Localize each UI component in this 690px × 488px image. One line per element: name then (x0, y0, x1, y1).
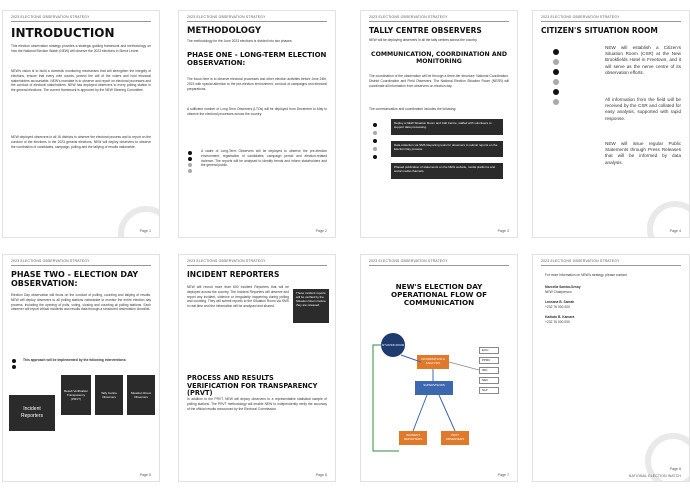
page-number: Page 6 (315, 473, 327, 477)
page-7 (360, 254, 518, 482)
paragraph: NEW's vision is to build a domestic monitoring mechanism that will strengthen the integrity of elections, ensure that every vote counts, protect the will of the voters and hold electoral stakeholders accountable. NEW's mandate is to observe and report on electoral processes and the conduct of electoral stakeholders. NEW has deployed observers to every polling station in the general elections. The current framework is approved by the NEW Steering Committee. (11, 69, 151, 93)
paragraph: This approach will be implemented by the following interventions: (23, 358, 127, 362)
page-number: Page 1 (139, 229, 151, 233)
page-6 (178, 254, 336, 482)
chevron-situation-room: Situation Room Observers (127, 375, 155, 415)
paragraph: NEW deployed observers in all 16 districts to observe the electoral process and to report on the conduct of the elections in the 2023 general elections, NEW will deploy observers to observe the nomination of candidates, campaign, polling and the tallying of results nationwide. (11, 135, 151, 149)
paragraph: All information from the field will be received by the CSR and collated for easy analysis, supported with rapid response. (605, 97, 681, 121)
callout-box: Deploy a NEW Situation Room and Call Centre, staffed with volunteers to support data processing. (391, 119, 503, 135)
aside-box: These incident reports will be verified by the Situation Room before they are released. (293, 289, 329, 323)
page-number: Page 4 (669, 229, 681, 233)
contact-intro: For more information on NEW's strategy, please contact: (545, 273, 628, 277)
callout-box: Data collection via SMS Reporting tools for observers to submit reports on the Election Day process. (391, 141, 503, 157)
chevron-incident-reporters: Incident Reporters (9, 395, 55, 431)
paragraph: The focus here is to observe electoral processes and other election activities before June 24th, 2023 with special attention to the pre-election environment, conduct of campaigns and electoral preparations. (187, 77, 327, 91)
page-1 (2, 10, 160, 238)
page-number: Page 8 (669, 467, 681, 471)
node-supervisors: SUPERVISORS (415, 381, 453, 395)
contact-name: Lansana B. Samah (545, 300, 575, 304)
footer-org-name: NATIONAL ELECTION WATCH (628, 474, 681, 478)
page-3 (360, 10, 518, 238)
page-title: CITIZEN'S SITUATION ROOM (541, 26, 658, 35)
decorative-ring (118, 206, 160, 238)
page-title: METHODOLOGY (187, 26, 261, 36)
page-title: INTRODUCTION (11, 26, 115, 40)
section-heading: COMMUNICATION, COORDINATION AND MONITORING (371, 51, 507, 66)
stakeholder-box: EOC (479, 347, 499, 354)
page-title: NEW'S ELECTION DAY OPERATIONAL FLOW OF COMMUNICATION (391, 282, 487, 307)
contact-role: NEW Chairperson (545, 290, 572, 294)
page-number: Page 3 (497, 229, 509, 233)
page-number: Page 7 (497, 473, 509, 477)
page-title: INCIDENT REPORTERS (187, 270, 280, 279)
paragraph: NEW will establish a Citizen's Situation Room (CSR) at the New Brookfields Hotel in Freetown, and it will serve as the nerve centre of its observation efforts. (605, 45, 681, 75)
paragraph: NEW will recruit more than 600 Incident Reporters that will be deployed across the country. The Incident Reporters will observe and report any incident, violence or irregularity happening during polling and counting. They will submit reports to the Situation Room via SMS in real time and the information will be analysed and shared. (187, 285, 289, 309)
running-header: 2023 ELECTIONS OBSERVATION STRATEGY (11, 15, 90, 19)
page-number: Page 2 (315, 229, 327, 233)
paragraph: The communication and coordination includes the following: (369, 107, 457, 111)
page-title: PHASE TWO - ELECTION DAY OBSERVATION: (11, 270, 139, 288)
decorative-dots (373, 123, 377, 159)
running-header: 2023 ELECTIONS OBSERVATION STRATEGY (187, 259, 266, 263)
page-title: TALLY CENTRE OBSERVERS (369, 26, 482, 35)
page-8 (532, 254, 690, 482)
paragraph: This election observation strategy provides a strategic guiding framework and methodology on how the National Election Watch (NEW) will observe the 2023 elections in Sierra Leone. (11, 44, 151, 53)
running-header: 2023 ELECTIONS OBSERVATION STRATEGY (541, 15, 620, 19)
paragraph: In addition to the PRVT, NEW will deploy observers to a representative statistical sample of polling stations. The PRVT methodology will enable NEW to independently verify the accuracy of the official results announced by the Electoral Commission. (187, 397, 327, 411)
chevron-tally-centre: Tally Centre Observers (95, 375, 123, 415)
node-analysis: INFORMATION & ANALYSIS (417, 355, 449, 369)
running-header: 2023 ELECTIONS OBSERVATION STRATEGY (11, 259, 90, 263)
callout-box: Phased publication of statements on the NEW website, media platforms and social media channels. (391, 163, 503, 179)
paragraph: The methodology for the June 2023 elections is divided into two phases: (187, 39, 293, 43)
running-header: 2023 ELECTIONS OBSERVATION STRATEGY (369, 15, 448, 19)
contact-name: Kadiatu B. Kamara (545, 315, 575, 319)
chevron-prvt: Result Verification Transparency (PRVT) (61, 375, 91, 415)
flow-arrows (361, 255, 518, 482)
decorative-dots (12, 359, 16, 369)
contact-phone: +232 76 000 000 (545, 305, 570, 309)
paragraph: A sufficient number of Long-Term Observers (LTOs) will be deployed from December to May to observe the electoral processes across the country. (187, 107, 327, 116)
stakeholder-box: SLP (479, 387, 499, 394)
contact-name: Marcella Samba-Sesay (545, 285, 581, 289)
page-2 (178, 10, 336, 238)
paragraph: The coordination of the observation will be through a three-tier structure: National Coordination, District Coordination and Field Observers. The National Election Situation Room (NESR) will coordinate all information from observers on election day. (369, 74, 509, 88)
running-header: 2023 ELECTIONS OBSERVATION STRATEGY (541, 259, 620, 263)
decorative-ring (647, 201, 690, 238)
running-header: 2023 ELECTIONS OBSERVATION STRATEGY (187, 15, 266, 19)
paragraph: NEW will issue regular Public Statements through Press Releases that will be informed by data analysis. (605, 141, 681, 165)
node-prvt: PRVT OBSERVERS (441, 431, 469, 445)
node-incident: INCIDENT REPORTERS (399, 431, 427, 445)
stakeholder-box: PPRC (479, 357, 499, 364)
decorative-dots (553, 49, 559, 105)
node-situation-room: SITUATION ROOM (381, 333, 405, 357)
page-number: Page 5 (139, 473, 151, 477)
paragraph: A cadre of Long-Term Observers will be deployed to observe the pre-election environment, registration of candidates, campaign period and election-related violence. The reports will be analysed to identify trends and inform stakeholders and the general public. (201, 149, 327, 168)
section-heading: PHASE ONE - LONG-TERM ELECTION OBSERVATION: (187, 51, 327, 68)
contact-phone: +232 76 000 000 (545, 320, 570, 324)
paragraph: Election Day observation will focus on the conduct of polling, counting and tallying of results. NEW will deploy observers to all polling stations nationwide to monitor the entire election day process, including the opening of polls, voting, closing and counting at polling stations. Each observer will report critical incidents and results data through a structured observation checklist. (11, 293, 151, 312)
stakeholder-box: IMC (479, 367, 499, 374)
paragraph: NEW will be deploying observers in all the tally centres across the country. (369, 38, 478, 42)
decorative-dots (188, 151, 192, 173)
page-4 (532, 10, 690, 238)
running-header: 2023 ELECTIONS OBSERVATION STRATEGY (369, 259, 448, 263)
page-5 (2, 254, 160, 482)
section-heading: PROCESS AND RESULTS VERIFICATION FOR TRANSPARENCY (PRVT) (187, 374, 318, 398)
stakeholder-box: NEC (479, 377, 499, 384)
